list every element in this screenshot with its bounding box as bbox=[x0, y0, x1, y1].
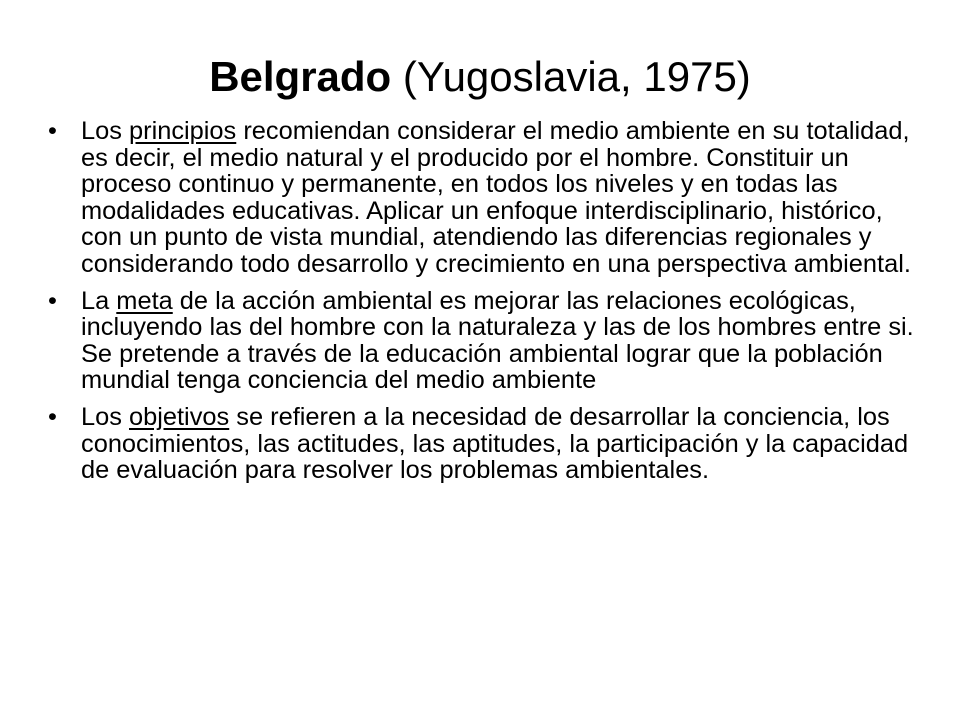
bullet-list bbox=[40, 118, 930, 494]
slide-title bbox=[0, 50, 960, 104]
bullet-keyword-objetivos: objetivos bbox=[129, 402, 230, 431]
bullet-text-before: Los bbox=[81, 402, 129, 431]
bullet-text-before: La bbox=[81, 286, 117, 315]
bullet-keyword-principios: principios bbox=[129, 117, 237, 145]
bullet-keyword-meta: meta bbox=[116, 286, 173, 315]
bullet-text-before: Los bbox=[81, 117, 129, 145]
bullet-text-after: de la acción ambiental es mejorar las relaciones ecológicas, incluyendo las del hombre con la naturaleza y las de los hombres entre si. Se pretende a través de la educación ambiental lograr que la población mundial tenga conciencia del medio ambiente bbox=[81, 286, 914, 395]
bullet-item-objetivos bbox=[40, 404, 930, 484]
bullet-dot-icon: • bbox=[48, 117, 57, 145]
slide-title-rest: (Yugoslavia, 1975) bbox=[391, 53, 751, 100]
slide-title-bold: Belgrado bbox=[209, 53, 392, 100]
bullet-item-meta bbox=[40, 288, 930, 394]
bullet-item-principios bbox=[40, 118, 930, 278]
bullet-dot-icon: • bbox=[48, 286, 57, 315]
bullet-text-after: se refieren a la necesidad de desarrollar la conciencia, los conocimientos, las actitudes, las aptitudes, la participación y la capacidad de evaluación para resolver los problemas ambientales. bbox=[81, 402, 909, 485]
bullet-dot-icon: • bbox=[48, 402, 57, 431]
bullet-text-after: recomiendan considerar el medio ambiente en su totalidad, es decir, el medio natural y el producido por el hombre. Constituir un proceso continuo y permanente, en todos los niveles y en todas las modalidades educativas. Aplicar un enfoque interdisciplinario, histórico, con un punto de vista mundial, atendiendo las diferencias regionales y considerando todo desarrollo y crecimiento en una perspectiva ambiental. bbox=[81, 117, 911, 278]
